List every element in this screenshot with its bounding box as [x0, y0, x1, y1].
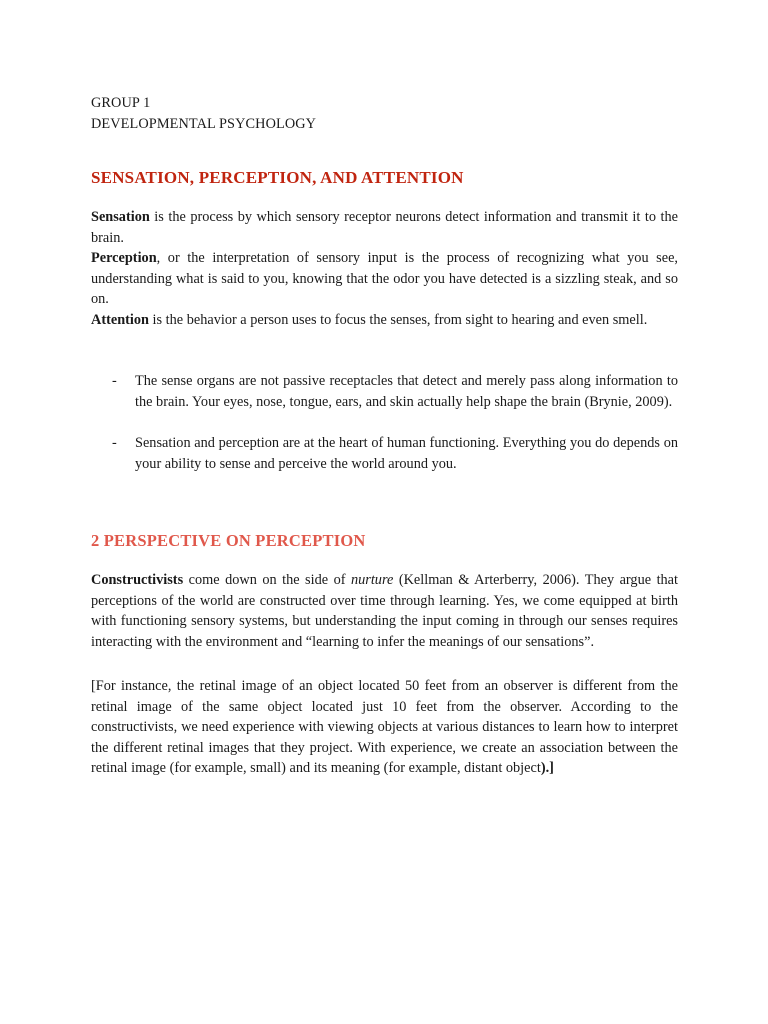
course-title: DEVELOPMENTAL PSYCHOLOGY [91, 115, 317, 132]
section-heading-perspective: 2 PERSPECTIVE ON PERCEPTION [91, 531, 366, 550]
bullet-marker: - [112, 435, 117, 451]
term-nurture: nurture [350, 572, 394, 588]
paragraph-constructivists [91, 570, 678, 652]
paragraph-text-a: come down on the side of [183, 572, 351, 588]
paragraph-example [91, 676, 678, 779]
bullet-text: Sensation and perception are at the heart of human functioning. Everything you do depends on your ability to sense and perceive the world around you. [135, 435, 678, 472]
list-item [91, 433, 678, 474]
list-item [91, 371, 678, 412]
example-closing: ).] [540, 760, 554, 776]
definition-sensation [91, 207, 678, 248]
term-constructivists: Constructivists [91, 572, 184, 588]
definition-attention [91, 310, 678, 331]
bullet-text: The sense organs are not passive receptacles that detect and merely pass along information to the brain. Your eyes, nose, tongue, ears, and skin actually help shape the brain (Brynie, 2009). [135, 373, 678, 410]
bullet-list [91, 371, 678, 474]
section-heading-sensation: SENSATION, PERCEPTION, AND ATTENTION [91, 168, 464, 187]
example-text: [For instance, the retinal image of an object located 50 feet from an observer is different from the retinal image of the same object located just 10 feet from the observer. According to the constructivists, we need experience with viewing objects at various distances to learn how to interpret the different retinal images that they project. With experience, we create an association between the retinal image (for example, small) and its meaning (for example, distant object [91, 678, 678, 776]
definition-sensation-text: is the process by which sensory receptor neurons detect information and transmit it to the brain. [91, 209, 678, 246]
term-perception: Perception [91, 250, 157, 266]
definition-attention-text: is the behavior a person uses to focus the senses, from sight to hearing and even smell. [148, 311, 648, 328]
group-label: GROUP 1 [91, 95, 151, 111]
paragraph-text-b: (Kellman & Arterberry, 2006). They argue that perceptions of the world are constructed over time through learning. Yes, we come equipped at birth with functioning sensory systems, but understanding the input coming in through our senses requires interacting with the environment and “learning to infer the meanings of our sensations”. [91, 572, 679, 650]
definition-perception [91, 248, 678, 310]
bullet-marker: - [112, 373, 117, 389]
term-attention: Attention [91, 311, 149, 328]
document-body [91, 93, 678, 779]
definition-perception-text: , or the interpretation of sensory input is the process of recognizing what you see, understanding what is said to you, knowing that the odor you have detected is a sizzling steak, and so on. [91, 250, 678, 307]
term-sensation: Sensation [91, 209, 150, 225]
